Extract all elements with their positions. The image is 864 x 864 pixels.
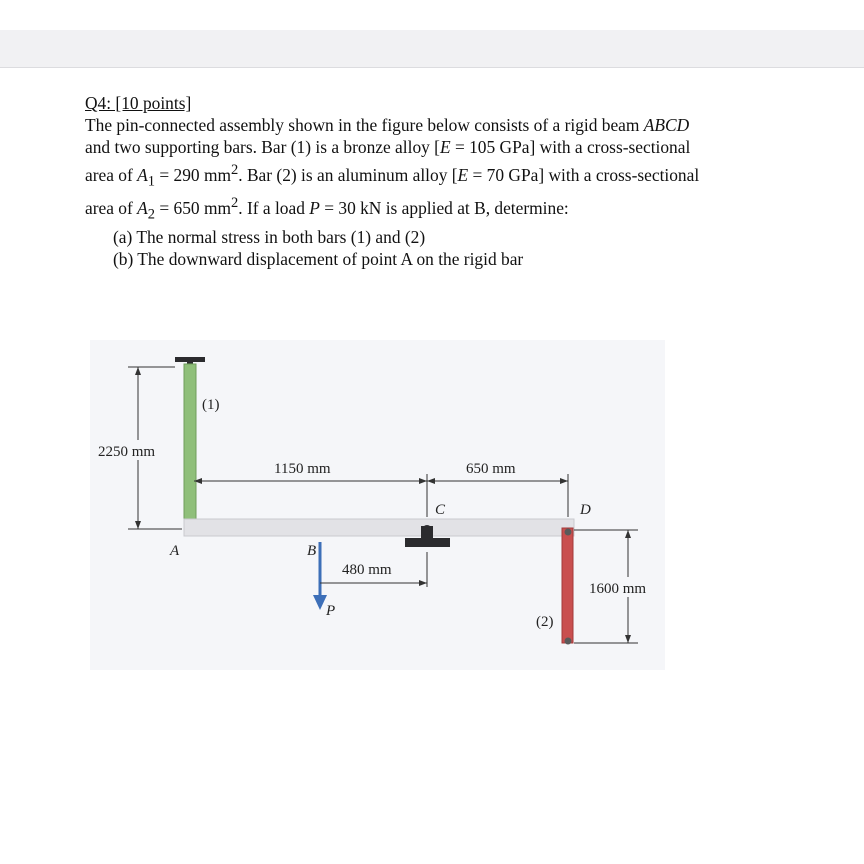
point-d-label: D <box>580 502 591 518</box>
beam-figure <box>90 340 665 670</box>
question-line-2: and two supporting bars. Bar (1) is a bronze alloy [E = 105 GPa] with a cross-sectional <box>85 137 691 158</box>
dim-ac-label: 1150 mm <box>274 461 331 477</box>
load-label: P <box>326 603 336 619</box>
point-c-label: C <box>435 502 446 518</box>
bar1-label: (1) <box>202 397 220 413</box>
bar2 <box>562 528 573 643</box>
bar2-pin-top <box>565 529 572 536</box>
point-b-label: B <box>307 543 317 559</box>
toolbar-band <box>0 30 864 68</box>
question-line-3: area of $A_1 = 290$ $mm^2$. Bar (2) is an aluminum alloy [E = 70 GPa] with a cross-sectional <box>85 161 700 189</box>
dim-cd-label: 650 mm <box>466 461 516 477</box>
bar2-pin-bottom <box>565 638 572 645</box>
figure-svg <box>90 340 665 670</box>
support-c-pin <box>422 525 432 535</box>
question-line-1: The pin-connected assembly shown in the figure below consists of a rigid beam ABCD <box>85 115 690 136</box>
bar1 <box>184 364 196 534</box>
question-block <box>85 92 785 270</box>
bar2-label: (2) <box>536 614 554 630</box>
question-line-4: area of $A_2 = 650$ $mm^2$. If a load P = 30 kN is applied at B, determine: <box>85 195 569 223</box>
dim-bar2-label: 1600 mm <box>589 581 647 597</box>
dim-bc-label: 480 mm <box>342 562 392 578</box>
part-a: (a) The normal stress in both bars (1) and (2) <box>113 226 426 247</box>
dim-bar1-label: 2250 mm <box>98 444 156 460</box>
support-c-base <box>405 538 450 547</box>
part-b: (b) The downward displacement of point A on the rigid bar <box>113 248 524 269</box>
figure-background <box>90 340 665 670</box>
point-a-label: A <box>170 543 180 559</box>
question-title: Q4: [10 points] <box>85 93 192 113</box>
top-toolbar <box>0 0 864 68</box>
rigid-beam <box>184 519 574 536</box>
